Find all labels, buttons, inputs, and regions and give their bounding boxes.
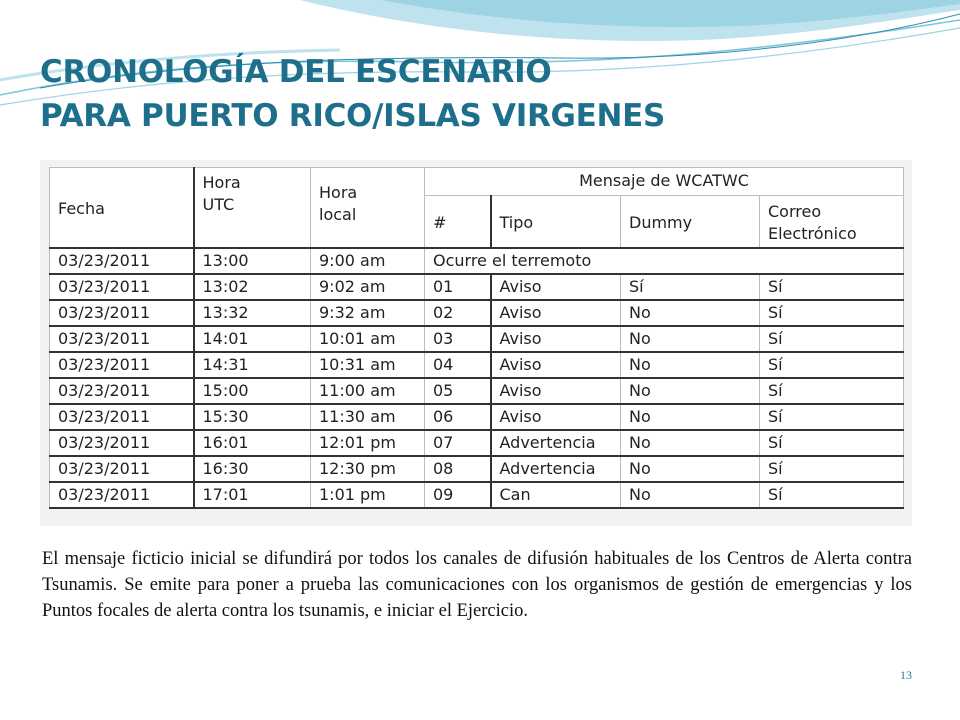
cell-correo: Sí	[760, 300, 904, 326]
cell-utc: 15:30	[194, 404, 311, 430]
cell-num: 01	[425, 274, 491, 300]
table-row	[50, 300, 904, 326]
table-row	[50, 456, 904, 482]
cell-correo: Sí	[760, 456, 904, 482]
cell-local: 10:01 am	[311, 326, 425, 352]
cell-fecha: 03/23/2011	[50, 274, 194, 300]
cell-num: 02	[425, 300, 491, 326]
cell-num: 08	[425, 456, 491, 482]
cell-dummy: No	[621, 352, 760, 378]
cell-tipo: Advertencia	[491, 430, 621, 456]
cell-dummy: No	[621, 430, 760, 456]
cell-utc: 17:01	[194, 482, 311, 508]
cell-fecha: 03/23/2011	[50, 326, 194, 352]
cell-utc: 13:00	[194, 248, 311, 274]
cell-utc: 15:00	[194, 378, 311, 404]
cell-correo: Sí	[760, 482, 904, 508]
cell-fecha: 03/23/2011	[50, 352, 194, 378]
table-row	[50, 352, 904, 378]
header-tipo: Tipo	[491, 196, 621, 248]
header-mensaje-group: Mensaje de WCATWC	[425, 168, 904, 196]
cell-local: 9:32 am	[311, 300, 425, 326]
cell-correo: Sí	[760, 352, 904, 378]
cell-fecha: 03/23/2011	[50, 456, 194, 482]
cell-tipo: Can	[491, 482, 621, 508]
table-row	[50, 274, 904, 300]
cell-local: 11:30 am	[311, 404, 425, 430]
cell-num: 03	[425, 326, 491, 352]
cell-correo: Sí	[760, 274, 904, 300]
cell-tipo: Aviso	[491, 404, 621, 430]
cell-fecha: 03/23/2011	[50, 404, 194, 430]
header-hora-utc: Hora UTC	[194, 168, 311, 248]
header-num: #	[425, 196, 491, 248]
cell-utc: 14:31	[194, 352, 311, 378]
cell-fecha: 03/23/2011	[50, 300, 194, 326]
cell-local: 12:01 pm	[311, 430, 425, 456]
table-row	[50, 430, 904, 456]
cell-tipo: Aviso	[491, 300, 621, 326]
page-number: 13	[900, 668, 912, 682]
cell-dummy: Sí	[621, 274, 760, 300]
cell-utc: 13:32	[194, 300, 311, 326]
cell-utc: 14:01	[194, 326, 311, 352]
cell-local: 12:30 pm	[311, 456, 425, 482]
cell-tipo: Aviso	[491, 326, 621, 352]
header-hora-local: Hora local	[311, 168, 425, 248]
cell-dummy: No	[621, 300, 760, 326]
cell-dummy: No	[621, 482, 760, 508]
title-line-1: CRONOLOGÍA DEL ESCENARIO	[40, 54, 552, 90]
cell-dummy: No	[621, 326, 760, 352]
cell-num: 06	[425, 404, 491, 430]
cell-tipo: Aviso	[491, 274, 621, 300]
cell-tipo: Aviso	[491, 352, 621, 378]
title-line-2: PARA PUERTO RICO/ISLAS VIRGENES	[40, 98, 666, 134]
cell-num: 09	[425, 482, 491, 508]
description-paragraph: El mensaje ficticio inicial se difundirá por todos los canales de difusión habituales de los Centros de Alerta contra Tsunamis. Se emite para poner a prueba las comunicaciones con los organismos de gestión de emergencias y los Puntos focales de alerta contra los tsunamis, e iniciar el Ejercicio.	[42, 549, 912, 621]
cell-dummy: No	[621, 456, 760, 482]
cell-utc: 16:01	[194, 430, 311, 456]
slide-title	[40, 50, 665, 138]
cell-local: 1:01 pm	[311, 482, 425, 508]
cell-dummy: No	[621, 378, 760, 404]
table-row	[50, 482, 904, 508]
table-row-event	[50, 248, 904, 274]
table-row	[50, 326, 904, 352]
cell-num: 07	[425, 430, 491, 456]
cell-dummy: No	[621, 404, 760, 430]
cell-utc: 16:30	[194, 456, 311, 482]
cell-fecha: 03/23/2011	[50, 430, 194, 456]
cell-event-note: Ocurre el terremoto	[425, 248, 904, 274]
timeline-table	[49, 167, 904, 509]
header-correo: Correo Electrónico	[760, 196, 904, 248]
cell-correo: Sí	[760, 430, 904, 456]
cell-correo: Sí	[760, 326, 904, 352]
cell-local: 10:31 am	[311, 352, 425, 378]
header-dummy: Dummy	[621, 196, 760, 248]
cell-correo: Sí	[760, 378, 904, 404]
table-row	[50, 404, 904, 430]
cell-fecha: 03/23/2011	[50, 248, 194, 274]
cell-utc: 13:02	[194, 274, 311, 300]
header-fecha: Fecha	[50, 168, 194, 248]
cell-fecha: 03/23/2011	[50, 378, 194, 404]
timeline-table-container	[40, 160, 912, 526]
cell-tipo: Advertencia	[491, 456, 621, 482]
cell-tipo: Aviso	[491, 378, 621, 404]
cell-correo: Sí	[760, 404, 904, 430]
cell-local: 11:00 am	[311, 378, 425, 404]
cell-local: 9:00 am	[311, 248, 425, 274]
cell-local: 9:02 am	[311, 274, 425, 300]
cell-fecha: 03/23/2011	[50, 482, 194, 508]
table-row	[50, 378, 904, 404]
cell-num: 04	[425, 352, 491, 378]
cell-num: 05	[425, 378, 491, 404]
